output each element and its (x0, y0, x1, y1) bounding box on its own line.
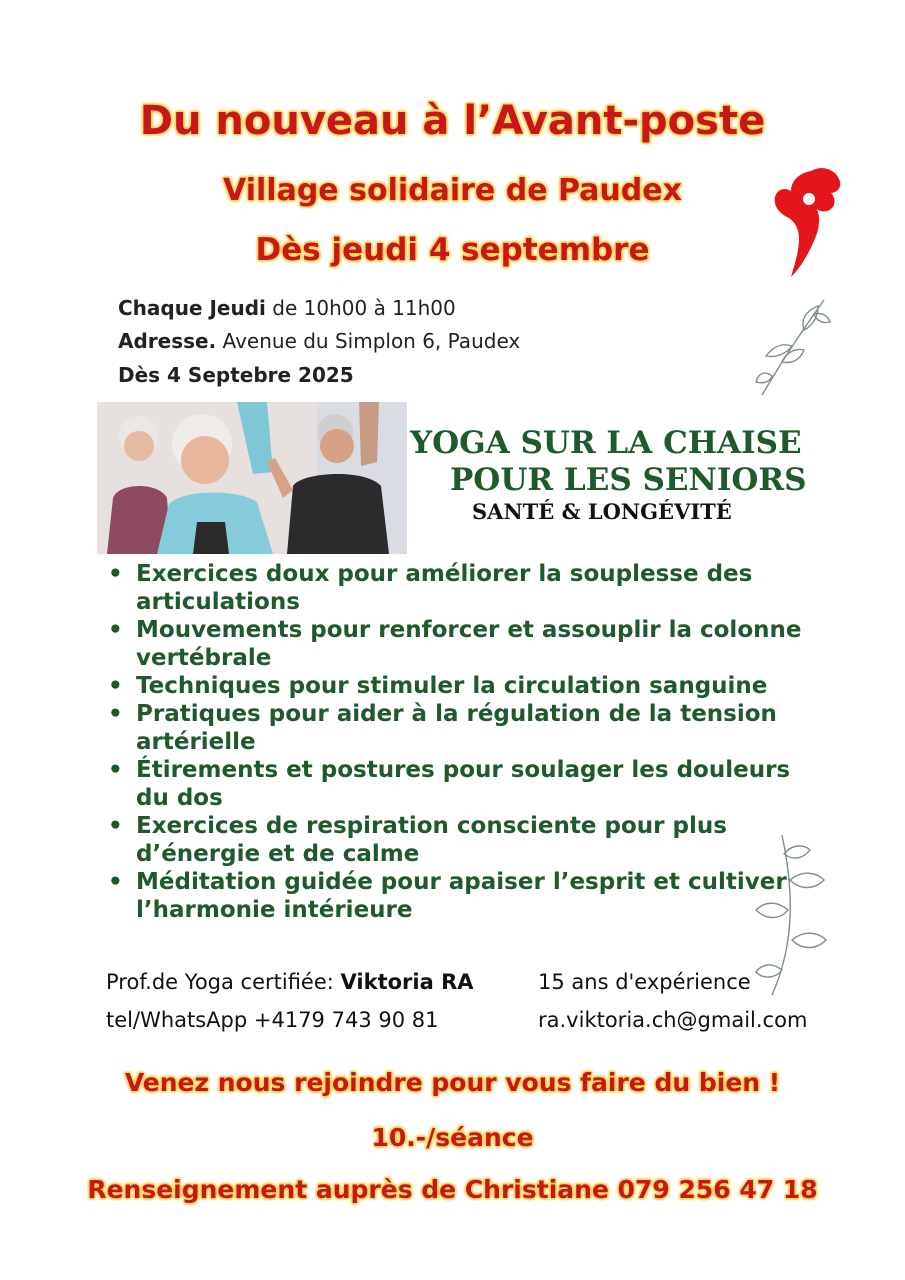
call-to-action: Venez nous rejoindre pour vous faire du bien ! (124, 1068, 781, 1097)
leaf-branch-icon (752, 290, 832, 400)
leaf-branch-icon (752, 830, 832, 1000)
start-date: Dès 4 Septebre 2025 (118, 363, 354, 387)
rooster-logo-icon (765, 165, 845, 283)
list-item: • Pratiques pour aider à la régulation de la tension artérielle (108, 701, 777, 755)
seniors-illustration (97, 402, 407, 554)
schedule-value: de 10h00 à 11h00 (265, 296, 456, 320)
benefits-list (108, 560, 828, 924)
list-item: • Exercices doux pour améliorer la souplesse des articulations (108, 561, 753, 615)
bullet-icon: • (108, 813, 123, 839)
poster-date-line: Dès jeudi 4 septembre (255, 232, 650, 268)
course-title-line1: YOGA SUR LA CHAISE (410, 425, 802, 461)
address-value: Avenue du Simplon 6, Paudex (216, 329, 521, 353)
list-item: • Mouvements pour renforcer et assouplir la colonne vertébrale (108, 617, 802, 671)
poster-title: Du nouveau à l’Avant-poste (139, 98, 766, 144)
start-date-line (118, 363, 354, 387)
address-label: Adresse. (118, 329, 217, 353)
bullet-icon: • (108, 869, 123, 895)
list-item: • Méditation guidée pour apaiser l’esprit et cultiver l’harmonie intérieure (108, 869, 787, 923)
poster-subtitle: Village solidaire de Paudex (223, 173, 682, 208)
phone-text: tel/WhatsApp +4179 743 90 81 (106, 1008, 439, 1032)
info-contact-text: Renseignement auprès de Christiane 079 256 47 18 (87, 1175, 818, 1204)
course-title-line2: POUR LES SENIORS (450, 462, 807, 498)
bullet-icon: • (108, 673, 123, 699)
email-text: ra.viktoria.ch@gmail.com (538, 1008, 808, 1032)
list-item: • Techniques pour stimuler la circulation sanguine (108, 673, 768, 699)
bullet-icon: • (108, 561, 123, 587)
course-tagline: SANTÉ & LONGÉVITÉ (472, 499, 732, 524)
schedule-label: Chaque Jeudi (118, 296, 266, 320)
teacher-line (106, 970, 474, 994)
teacher-name: Viktoria RA (340, 970, 474, 994)
schedule-line (118, 296, 456, 320)
list-item: • Étirements et postures pour soulager les douleurs du dos (108, 757, 791, 811)
experience-text: 15 ans d'expérience (538, 970, 751, 994)
bullet-icon: • (108, 701, 123, 727)
teacher-label: Prof.de Yoga certifiée: (106, 970, 341, 994)
price-text: 10.-/séance (371, 1123, 534, 1152)
address-line (118, 329, 520, 353)
bullet-icon: • (108, 757, 123, 783)
seniors-yoga-photo (97, 402, 407, 554)
bullet-icon: • (108, 617, 123, 643)
list-item: • Exercices de respiration consciente pour plus d’énergie et de calme (108, 813, 727, 867)
